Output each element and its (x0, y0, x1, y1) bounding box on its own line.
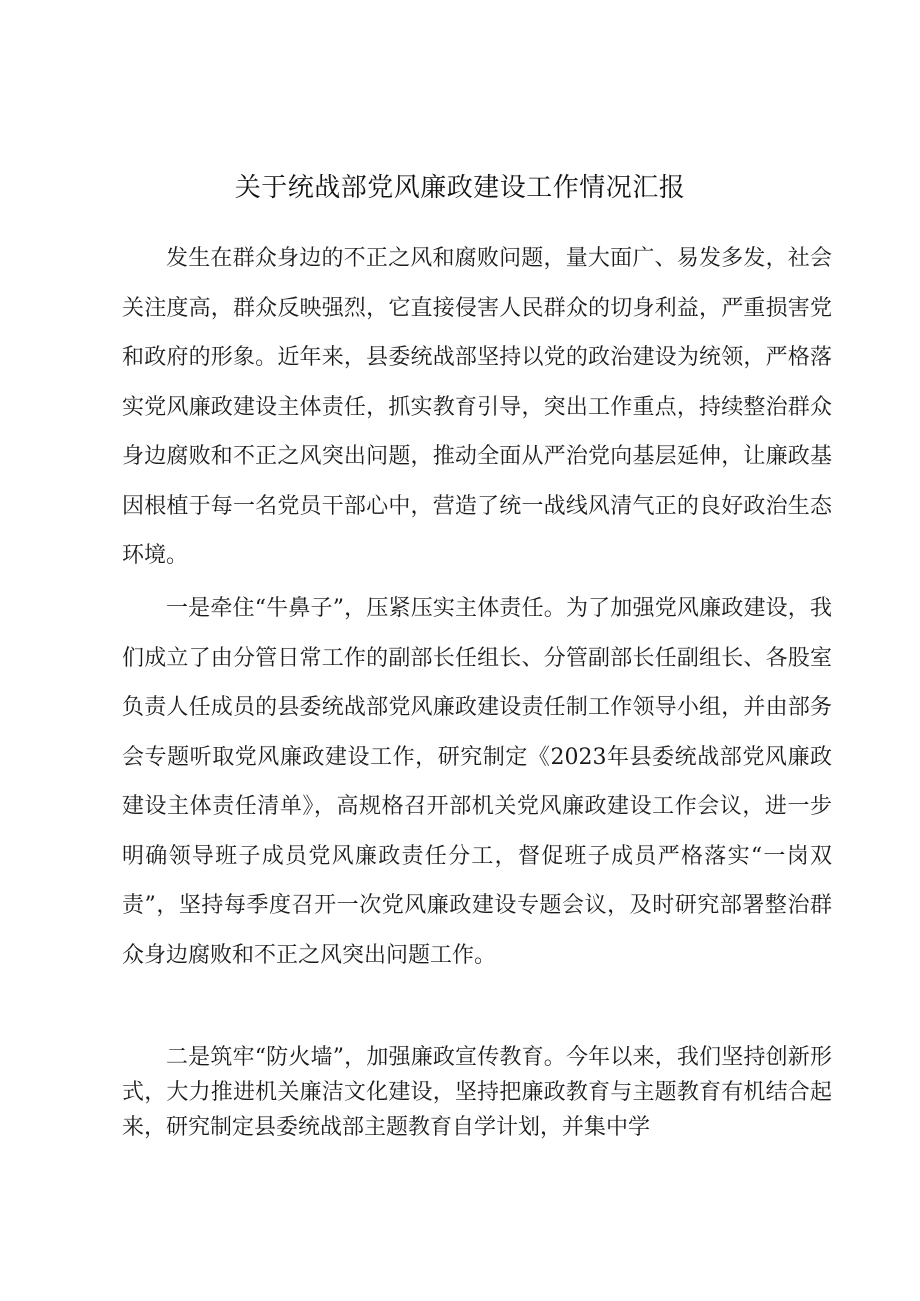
paragraph-intro: 发生在群众身边的不正之风和腐败问题，量大面广、易发多发，社会关注度高，群众反映强烈，它直接侵害人民群众的切身利益，严重损害党和政府的形象。近年来，县委统战部坚持以党的政治建设为统领，严格落实党风廉政建设主体责任，抓实教育引导，突出工作重点，持续整治群众身边腐败和不正之风突出问题，推动全面从严治党向基层延伸，让廉政基因根植于每一名党员干部心中，营造了统一战线风清气正的良好政治生态环境。 (122, 246, 832, 568)
paragraph-education: 二是筑牢“防火墙”，加强廉政宣传教育。今年以来，我们坚持创新形式，大力推进机关廉洁文化建设，坚持把廉政教育与主题教育有机结合起来，研究制定县委统战部主题教育自学计划，并集中学 (122, 1045, 832, 1140)
document-title: 关于统战部党风廉政建设工作情况汇报 (234, 173, 686, 203)
paragraph-responsibility: 一是牵住“牛鼻子”，压紧压实主体责任。为了加强党风廉政建设，我们成立了由分管日常工作的副部长任组长、分管副部长任副组长、各股室负责人任成员的县委统战部党风廉政建设责任制工作领导小组，并由部务会专题听取党风廉政建设工作，研究制定《2023年县委统战部党风廉政建设主体责任清单》，高规格召开部机关党风廉政建设工作会议，进一步明确领导班子成员党风廉政责任分工，督促班子成员严格落实“一岗双责”，坚持每季度召开一次党风廉政建设专题会议，及时研究部署整治群众身边腐败和不正之风突出问题工作。 (122, 596, 832, 968)
